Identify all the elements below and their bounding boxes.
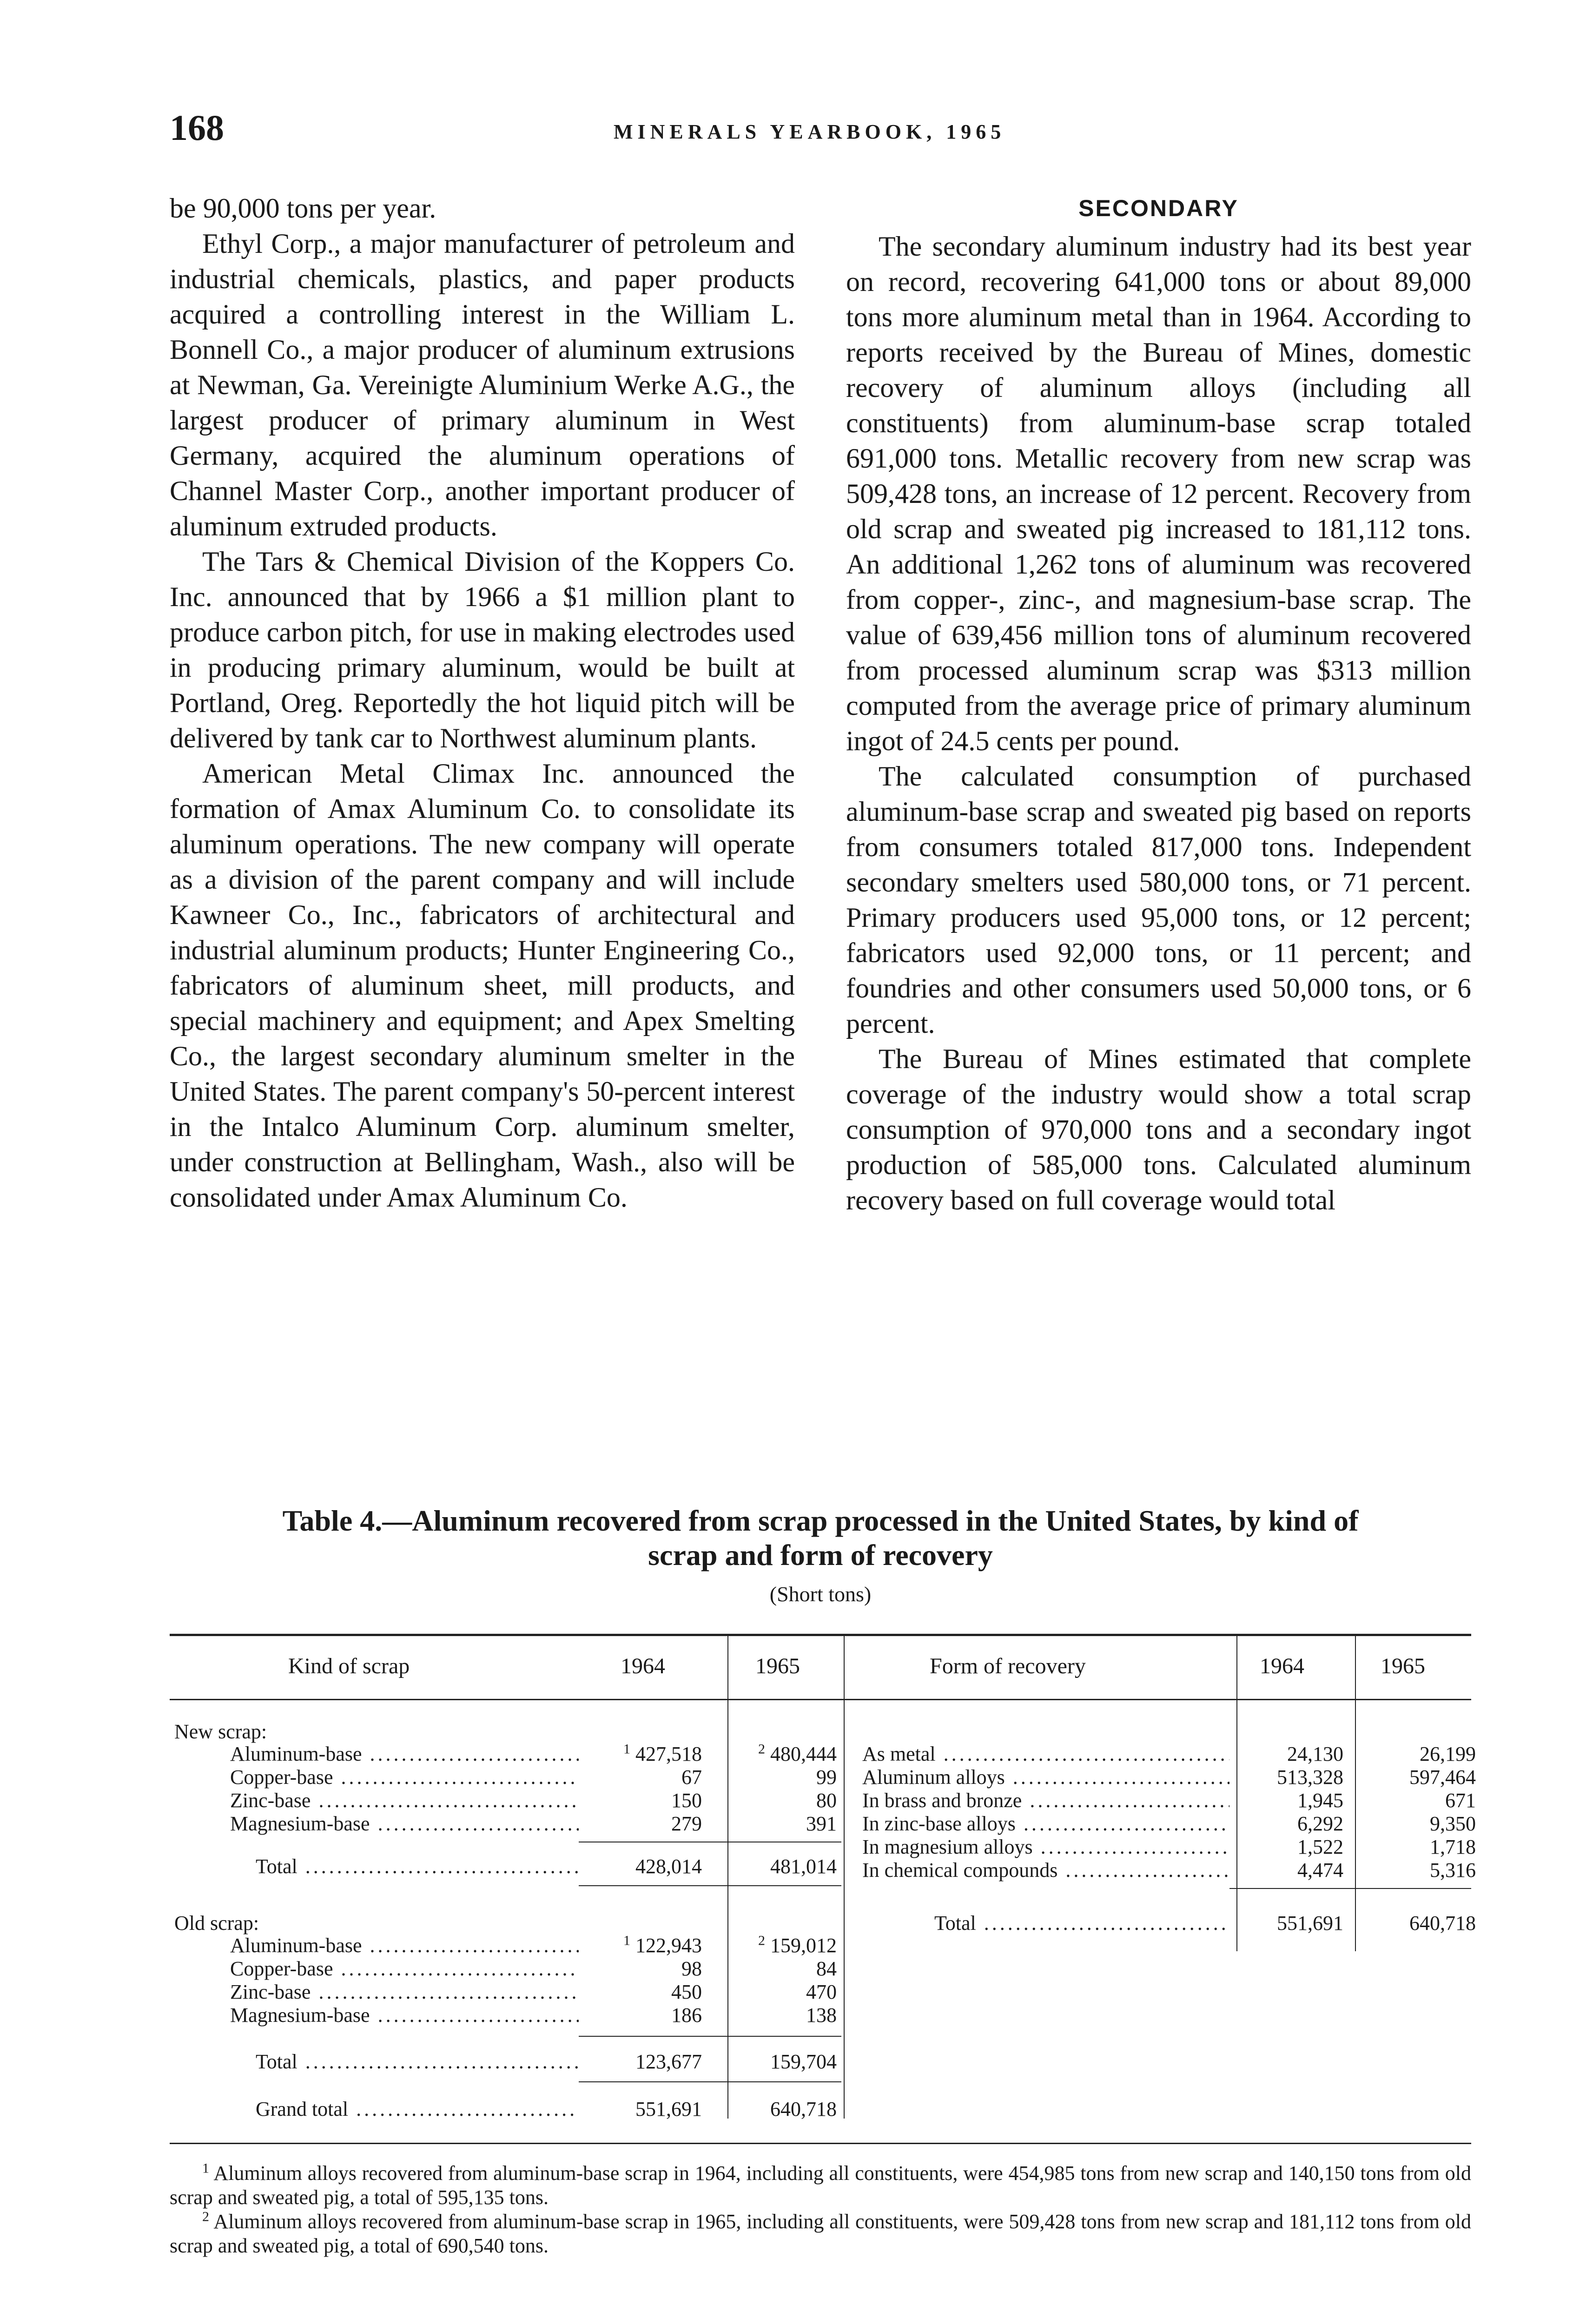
value-1964: 450 (671, 1981, 702, 2003)
value-1964: 6,292 (1297, 1812, 1343, 1835)
total-1965: 640,718 (1409, 1912, 1476, 1934)
section-heading: SECONDARY (1078, 195, 1239, 221)
value-1965: 597,464 (1409, 1766, 1476, 1789)
paragraph: The Bureau of Mines estimated that complete coverage of the industry would show a total scrap consumption of 970,000 tons and a secondary ingot production of 585,000 tons. Calculated aluminum recovery based on full coverage would total (846, 1043, 1471, 1215)
total-1965: 159,704 (770, 2050, 837, 2073)
footnote-mark: 2 (202, 2209, 209, 2225)
value-1964: $^1$ 122,943 (623, 1933, 702, 1957)
page-number: 168 (170, 107, 224, 148)
table-top-rule (170, 1634, 1471, 1636)
row-label: In magnesium alloys ..... (862, 1835, 1229, 1859)
value-1965: 26,199 (1420, 1743, 1476, 1765)
total-1965: 481,014 (770, 1855, 837, 1878)
value-1964: 24,130 (1287, 1743, 1343, 1765)
value-1964: 67 (681, 1766, 702, 1789)
value-1964: $^1$ 427,518 (623, 1741, 702, 1765)
subtotal-rule (579, 2081, 841, 2082)
paragraph: American Metal Climax Inc. announced the formation of Amax Aluminum Co. to consolidate its aluminum operations. The new company will operate as a division of the parent company and will include Kawneer Co., Inc., fabricators of architectural and industrial aluminum products; Hunter Engineering Co., fabricators of aluminum sheet, mill products, and special machinery and equipment; and Apex Smelting Co., the largest secondary aluminum smelter in the United States. The parent company's 50-percent interest in the Intalco Aluminum Corp. aluminum smelter, under construction at Bellingham, Wash., also will be consolidated under Amax Aluminum Co. (170, 758, 795, 1213)
value-1965: 9,350 (1430, 1812, 1476, 1835)
footnote-ref: 2 (758, 1741, 765, 1757)
value-1964: 186 (671, 2004, 702, 2027)
row-label: In brass and bronze ..... (862, 1789, 1229, 1813)
total-1964: 123,677 (635, 2050, 702, 2073)
footnote-ref: 1 (623, 1741, 630, 1757)
table-bottom-rule (170, 2143, 1471, 2144)
total-1964: 428,014 (635, 1855, 702, 1878)
total-label: Total ..... (934, 1911, 1229, 1935)
value-1965: 99 (816, 1766, 837, 1789)
value-1964: 150 (671, 1789, 702, 1812)
value-1965: 84 (816, 1957, 837, 1980)
footnote-ref: 1 (623, 1933, 630, 1948)
paragraph: The calculated consumption of purchased aluminum-base scrap and sweated pig based on reports from consumers totaled 817,000 tons. Independent secondary smelters used 580,000 tons, or 71 percent. Primary producers used 95,000 tons, or 12 percent; fabricators used 92,000 tons, or 11 percent; and foundries and other consumers used 50,000 tons, or 6 percent. (846, 761, 1471, 1039)
value-1964: 4,474 (1297, 1859, 1343, 1882)
left-column (170, 191, 795, 1215)
value-1965: 470 (806, 1981, 837, 2003)
footnote: $^2$ Aluminum alloys recovered from aluminum-base scrap in 1965, including all constituents, were 509,428 tons from new scrap and 181,112 tons from old scrap and sweated pig, a total of 690,540 tons. (170, 2209, 1471, 2257)
running-head: MINERALS YEARBOOK, 1965 (614, 120, 1006, 143)
footnote-mark: 1 (202, 2160, 209, 2176)
row-label: Copper-base ..... (230, 1765, 579, 1789)
row-label: In zinc-base alloys ..... (862, 1812, 1229, 1836)
header-kind-of-scrap: Kind of scrap (288, 1654, 410, 1678)
row-label: In chemical compounds ..... (862, 1858, 1229, 1882)
column-divider (1236, 1635, 1237, 1951)
row-label: Aluminum alloys ..... (862, 1765, 1229, 1789)
row-label: Magnesium-base ..... (230, 2003, 579, 2027)
grand-total-1964: 551,691 (635, 2098, 702, 2120)
footnotes (170, 2161, 1471, 2258)
grand-total-label: Grand total ..... (256, 2097, 579, 2121)
value-1965: 80 (816, 1789, 837, 1812)
table-units: (Short tons) (769, 1582, 872, 1606)
value-1965: 1,718 (1430, 1835, 1476, 1858)
paragraph: The Tars & Chemical Division of the Koppers Co. Inc. announced that by 1966 a $1 million plant to produce carbon pitch, for use in making electrodes used in producing primary aluminum, would be built at Portland, Oreg. Reportedly the hot liquid pitch will be delivered by tank car to Northwest aluminum plants. (170, 546, 795, 753)
subtotal-rule (579, 1885, 841, 1886)
row-label: As metal ..... (862, 1742, 1229, 1766)
column-divider (844, 1635, 845, 2119)
total-label: Total ..... (256, 1855, 579, 1879)
value-1964: 1,522 (1297, 1835, 1343, 1858)
footnote-ref: 2 (758, 1933, 765, 1948)
value-1964: 279 (671, 1812, 702, 1835)
value-1965: 391 (806, 1812, 837, 1835)
section-label: Old scrap: (174, 1912, 259, 1934)
column-divider (727, 1635, 728, 2119)
paragraph: be 90,000 tons per year. (170, 193, 436, 224)
header-form-of-recovery: Form of recovery (930, 1654, 1086, 1678)
value-1964: 98 (681, 1957, 702, 1980)
value-1965: 138 (806, 2004, 837, 2027)
subtotal-rule (1229, 1888, 1471, 1889)
value-1965: $^2$ 480,444 (758, 1741, 837, 1765)
value-1964: 1,945 (1297, 1789, 1343, 1812)
table-header-rule (170, 1699, 1471, 1700)
row-label: Aluminum-base ..... (230, 1742, 579, 1766)
total-1964: 551,691 (1277, 1912, 1343, 1934)
row-label: Zinc-base ..... (230, 1980, 579, 2004)
header-1964: 1964 (1260, 1654, 1304, 1678)
table-title-line: Table 4.—Aluminum recovered from scrap processed in the United States, by kind of (282, 1504, 1359, 1537)
row-label: Zinc-base ..... (230, 1789, 579, 1813)
header-1965: 1965 (755, 1654, 800, 1678)
row-label: Aluminum-base ..... (230, 1934, 579, 1958)
row-label: Magnesium-base ..... (230, 1812, 579, 1836)
grand-total-1965: 640,718 (770, 2098, 837, 2120)
row-label: Copper-base ..... (230, 1957, 579, 1981)
header-1964: 1964 (621, 1654, 665, 1678)
subtotal-rule (579, 2036, 841, 2037)
section-label: New scrap: (174, 1720, 267, 1743)
right-column (846, 191, 1471, 1218)
page-header (170, 107, 1471, 158)
header-1965: 1965 (1381, 1654, 1425, 1678)
value-1965: 5,316 (1430, 1859, 1476, 1882)
value-1965: $^2$ 159,012 (758, 1933, 837, 1957)
total-label: Total ..... (256, 2050, 579, 2074)
table-title-line: scrap and form of recovery (648, 1538, 993, 1571)
footnote: $^1$ Aluminum alloys recovered from aluminum-base scrap in 1964, including all constituents, were 454,985 tons from new scrap and 140,150 tons from old scrap and sweated pig, a total of 595,135 tons. (170, 2160, 1471, 2209)
table-title (170, 1504, 1471, 1572)
column-divider (1355, 1635, 1356, 1951)
value-1965: 671 (1445, 1789, 1476, 1812)
value-1964: 513,328 (1277, 1766, 1343, 1789)
paragraph: Ethyl Corp., a major manufacturer of petroleum and industrial chemicals, plastics, and paper products acquired a controlling interest in the William L. Bonnell Co., a major producer of aluminum extrusions at Newman, Ga. Vereinigte Aluminium Werke A.G., the largest producer of primary aluminum in West Germany, acquired the aluminum operations of Channel Master Corp., another important producer of aluminum extruded products. (170, 228, 795, 541)
paragraph: The secondary aluminum industry had its best year on record, recovering 641,000 tons or about 89,000 tons more aluminum metal than in 1964. According to reports received by the Bureau of Mines, domestic recovery of aluminum alloys (including all constituents) from aluminum-base scrap totaled 691,000 tons. Metallic recovery from new scrap was 509,428 tons, an increase of 12 percent. Recovery from old scrap and sweated pig increased to 181,112 tons. An additional 1,262 tons of aluminum was recovered from copper-, zinc-, and magnesium-base scrap. The value of 639,456 million tons of aluminum recovered from processed aluminum scrap was $313 million computed from the average price of primary aluminum ingot of 24.5 cents per pound. (846, 231, 1471, 756)
